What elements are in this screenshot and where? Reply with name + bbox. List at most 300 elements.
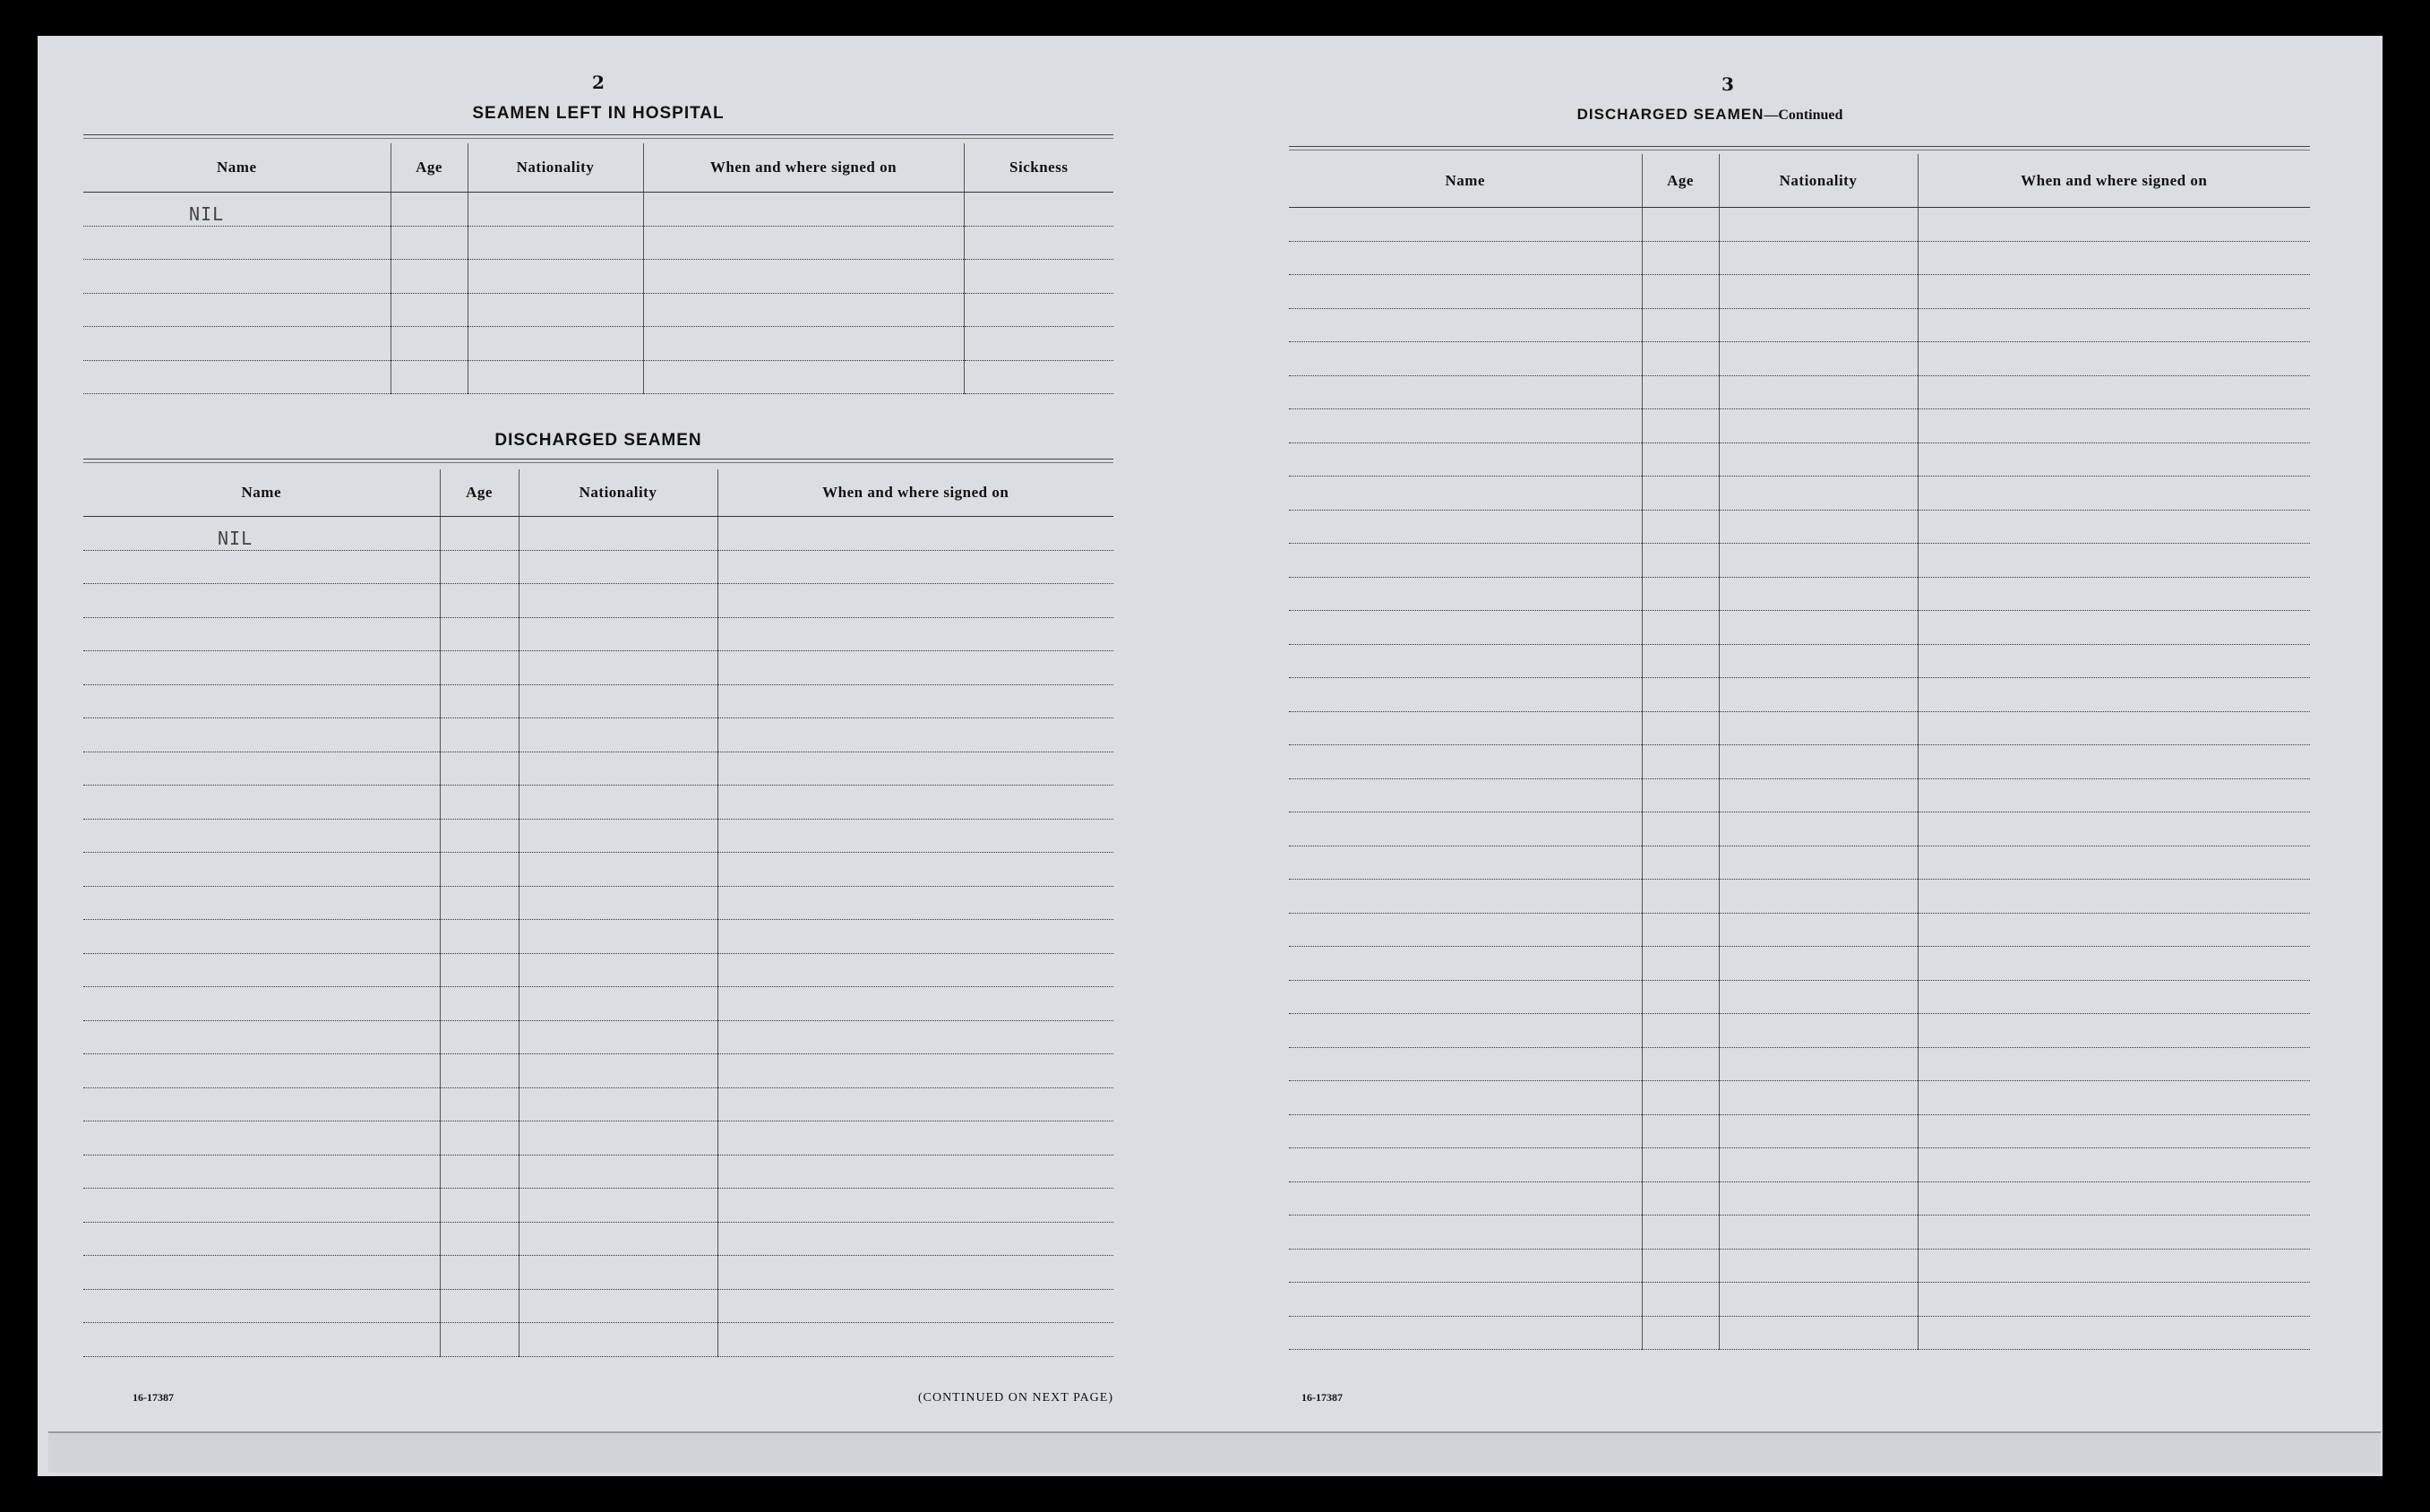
table-cell [1642,1081,1719,1115]
table-row [1289,644,2310,678]
table-cell [717,1289,1113,1323]
table-cell [1719,812,1918,846]
table-cell [717,584,1113,618]
table-cell [1289,1047,1642,1081]
table-row [1289,1316,2310,1350]
table-header-row [83,469,1113,517]
table-cell [1719,1216,1918,1250]
table-cell [83,360,391,394]
table-cell [1918,342,2310,376]
table-cell [468,327,643,361]
table-cell [519,819,717,853]
table-cell [717,1155,1113,1189]
table-cell [1642,745,1719,779]
table-cell [1918,1114,2310,1148]
table-row [83,1222,1113,1256]
table-cell [519,1289,717,1323]
table-row [83,1155,1113,1189]
table-cell [440,752,519,786]
table-cell [1289,1114,1642,1148]
table-cell [1719,947,1918,981]
table-cell [1642,1316,1719,1350]
table-cell [83,684,440,718]
table-cell [83,1020,440,1054]
table-cell [717,953,1113,987]
form-code: 16-17387 [1301,1391,1343,1404]
table-cell [1642,846,1719,880]
table-row [1289,1249,2310,1283]
table-cell [1719,1148,1918,1182]
table-cell [1918,745,2310,779]
table-cell [1719,1014,1918,1048]
continued-note: (CONTINUED ON NEXT PAGE) [917,1391,1113,1405]
table-row [83,684,1113,718]
table-cell [440,953,519,987]
table-cell [1918,913,2310,947]
table-cell [1918,1216,2310,1250]
table-cell [83,293,391,327]
table-cell [519,953,717,987]
table-cell [83,550,440,584]
table-cell [1719,308,1918,342]
table-row [83,953,1113,987]
table-cell [717,819,1113,853]
table-cell [643,226,964,260]
table-cell [964,293,1113,327]
table-cell [1719,1114,1918,1148]
table-row [83,1256,1113,1290]
table-cell [1289,611,1642,645]
table-row [83,360,1113,394]
table-cell [643,260,964,294]
table-cell [519,987,717,1021]
table-cell [717,684,1113,718]
table-cell [1719,477,1918,511]
table-row [1289,241,2310,275]
table-cell [440,819,519,853]
table-cell [717,1222,1113,1256]
table-cell [83,920,440,954]
table-cell [519,920,717,954]
table-cell [1719,275,1918,309]
table-cell [83,651,440,685]
table-cell [440,1087,519,1121]
table-cell [1642,241,1719,275]
table-cell [83,1121,440,1155]
table-cell [1719,1081,1918,1115]
table-cell [1289,510,1642,544]
table-row [83,550,1113,584]
table-cell [717,1189,1113,1223]
table-row [1289,1181,2310,1216]
table-cell [440,786,519,820]
table-cell [1918,644,2310,678]
table-cell [519,517,717,551]
table-cell [519,617,717,651]
table-cell [1719,644,1918,678]
table-cell [1642,477,1719,511]
table-cell [1918,1081,2310,1115]
table-row [1289,275,2310,309]
table-cell [519,1256,717,1290]
hospital-section-title: SEAMEN LEFT IN HOSPITAL [472,104,725,123]
continued-section-title [1181,106,2238,124]
discharged-continued-table [1289,154,2310,1350]
table-row [1289,1216,2310,1250]
table-cell [1719,1181,1918,1216]
table-cell [1719,442,1918,477]
table-cell [1719,913,1918,947]
bottom-strip [48,1431,2381,1473]
table-cell [1642,375,1719,409]
page-number: 3 [1722,73,1734,95]
table-cell [1719,241,1918,275]
column-header-nationality: Nationality [468,143,643,193]
table-cell [643,193,964,227]
table-cell [440,718,519,752]
table-cell [440,1323,519,1357]
table-cell [519,786,717,820]
table-cell [440,651,519,685]
table-cell [391,260,468,294]
table-cell [391,193,468,227]
column-header-sickness: Sickness [964,143,1113,193]
table-cell [1918,678,2310,712]
table-cell [1289,308,1642,342]
table-cell [1719,678,1918,712]
table-cell [1289,678,1642,712]
table-cell [519,718,717,752]
table-row [1289,711,2310,745]
table-cell [1918,947,2310,981]
table-cell [1642,577,1719,611]
table-row [83,752,1113,786]
table-cell [1918,1047,2310,1081]
table-row [83,293,1113,327]
table-cell [1289,442,1642,477]
table-cell [1642,442,1719,477]
table-cell [1289,275,1642,309]
table-cell [83,327,391,361]
table-cell [1918,510,2310,544]
table-header-row [1289,154,2310,208]
page-number: 2 [592,72,605,93]
column-header-age: Age [440,469,519,517]
table-cell [1719,375,1918,409]
table-cell [519,1155,717,1189]
table-row [1289,947,2310,981]
table-cell [83,1323,440,1357]
table-cell [1918,1316,2310,1350]
table-cell [1642,1014,1719,1048]
table-cell [519,1323,717,1357]
table-cell [1642,611,1719,645]
table-cell [1719,1047,1918,1081]
table-cell [643,293,964,327]
table-cell [1918,442,2310,477]
table-cell [440,886,519,920]
table-cell [717,1323,1113,1357]
table-row [83,1289,1113,1323]
table-cell [1642,1249,1719,1283]
table-cell [468,226,643,260]
table-cell [1642,308,1719,342]
table-row [83,1020,1113,1054]
table-cell [1642,778,1719,812]
table-cell [717,1121,1113,1155]
table-cell [519,1222,717,1256]
typed-entry: NIL [189,202,225,225]
table-row [1289,1081,2310,1115]
table-cell [1918,1249,2310,1283]
table-cell [83,953,440,987]
table-row [1289,913,2310,947]
left-page [83,0,1113,1433]
table-cell [964,260,1113,294]
table-cell [1918,375,2310,409]
table-cell [440,517,519,551]
table-row [83,617,1113,651]
table-cell [1289,947,1642,981]
table-row [83,651,1113,685]
table-row [83,226,1113,260]
table-row [1289,375,2310,409]
table-row [1289,846,2310,880]
column-header-signed-on: When and where signed on [1918,154,2310,208]
table-cell [440,1256,519,1290]
table-cell [1642,880,1719,914]
table-cell [519,550,717,584]
table-cell [519,853,717,887]
table-cell [717,1020,1113,1054]
table-row [83,987,1113,1021]
table-cell [1918,409,2310,443]
table-cell [519,651,717,685]
column-header-age: Age [1642,154,1719,208]
table-cell [83,226,391,260]
table-row [1289,442,2310,477]
title-main: DISCHARGED SEAMEN [1576,106,1765,123]
table-row [1289,477,2310,511]
table-cell [440,1155,519,1189]
table-cell [440,1121,519,1155]
table-cell [83,718,440,752]
table-cell [1289,1283,1642,1317]
table-cell [83,752,440,786]
table-cell [440,617,519,651]
table-cell [1918,880,2310,914]
table-cell [717,886,1113,920]
table-row [1289,611,2310,645]
table-cell [1289,1014,1642,1048]
table-cell [83,193,391,227]
table-cell [1289,1316,1642,1350]
table-cell [1719,577,1918,611]
table-cell [1918,980,2310,1014]
table-cell [1289,1148,1642,1182]
table-cell [83,786,440,820]
column-header-nationality: Nationality [519,469,717,517]
table-cell [1289,544,1642,578]
table-cell [1719,711,1918,745]
table-cell [1719,846,1918,880]
table-cell [440,1189,519,1223]
table-cell [1642,409,1719,443]
table-row [83,786,1113,820]
table-row [1289,1114,2310,1148]
column-header-nationality: Nationality [1719,154,1918,208]
table-cell [964,226,1113,260]
table-cell [519,684,717,718]
table-cell [468,360,643,394]
table-cell [1642,342,1719,376]
table-cell [1289,1249,1642,1283]
table-cell [717,718,1113,752]
table-cell [1918,1181,2310,1216]
table-row [83,1054,1113,1088]
right-page [1253,0,2310,1433]
table-cell [1642,1283,1719,1317]
table-cell [1719,611,1918,645]
table-cell [83,617,440,651]
table-cell [1918,778,2310,812]
table-cell [83,987,440,1021]
table-cell [440,584,519,618]
table-cell [1918,1148,2310,1182]
table-cell [519,886,717,920]
table-cell [1918,477,2310,511]
table-cell [1289,980,1642,1014]
table-cell [717,517,1113,551]
title-rule [83,134,1113,139]
table-cell [519,584,717,618]
discharged-table [83,469,1113,1357]
table-cell [964,193,1113,227]
table-cell [519,752,717,786]
table-cell [83,1256,440,1290]
table-cell [83,260,391,294]
table-cell [440,920,519,954]
table-cell [1642,644,1719,678]
table-cell [468,293,643,327]
table-cell [1289,711,1642,745]
table-row [1289,980,2310,1014]
table-cell [1289,1081,1642,1115]
table-cell [440,1020,519,1054]
table-row [1289,678,2310,712]
table-cell [1719,1249,1918,1283]
table-cell [1289,846,1642,880]
table-cell [1289,342,1642,376]
table-row [1289,880,2310,914]
column-header-signed-on: When and where signed on [717,469,1113,517]
table-cell [717,550,1113,584]
table-cell [1289,375,1642,409]
table-row [1289,544,2310,578]
table-cell [1289,880,1642,914]
table-cell [1642,1181,1719,1216]
table-cell [1918,1014,2310,1048]
title-suffix: —Continued [1764,107,1843,123]
table-cell [1642,947,1719,981]
table-cell [1642,913,1719,947]
column-header-name: Name [83,143,391,193]
typed-entry: NIL [218,527,253,549]
table-cell [1719,778,1918,812]
table-cell [1642,980,1719,1014]
table-cell [717,651,1113,685]
table-cell [717,786,1113,820]
table-cell [717,1256,1113,1290]
hospital-table [83,143,1113,394]
table-cell [468,193,643,227]
table-row [83,920,1113,954]
table-cell [1719,544,1918,578]
table-cell [643,360,964,394]
table-cell [83,1087,440,1121]
table-row [83,886,1113,920]
table-cell [1642,275,1719,309]
table-cell [1289,644,1642,678]
table-cell [468,260,643,294]
table-cell [1918,812,2310,846]
table-cell [1719,342,1918,376]
table-cell [440,1222,519,1256]
table-row [1289,308,2310,342]
table-row [83,1121,1113,1155]
table-cell [717,853,1113,887]
table-cell [1289,745,1642,779]
table-row [1289,1047,2310,1081]
table-cell [1289,409,1642,443]
table-cell [519,1020,717,1054]
table-cell [1719,1316,1918,1350]
table-cell [1642,1047,1719,1081]
table-row [1289,1148,2310,1182]
table-cell [519,1087,717,1121]
table-cell [519,1189,717,1223]
column-header-signed-on: When and where signed on [643,143,964,193]
table-cell [83,1054,440,1088]
table-cell [1289,778,1642,812]
table-cell [717,1087,1113,1121]
table-cell [1719,880,1918,914]
table-cell [83,584,440,618]
column-header-age: Age [391,143,468,193]
table-row [1289,812,2310,846]
table-cell [1642,1114,1719,1148]
table-cell [1289,241,1642,275]
table-cell [717,617,1113,651]
table-row [1289,1283,2310,1317]
table-cell [1918,241,2310,275]
form-code: 16-17387 [133,1391,174,1404]
table-cell [1289,1181,1642,1216]
table-cell [1918,711,2310,745]
table-cell [440,853,519,887]
table-cell [83,1189,440,1223]
table-row [1289,745,2310,779]
table-cell [1918,544,2310,578]
table-cell [83,886,440,920]
table-cell [83,1155,440,1189]
table-cell [83,517,440,551]
table-cell [1642,1148,1719,1182]
table-row [83,718,1113,752]
table-row [83,1323,1113,1357]
table-cell [1918,275,2310,309]
table-cell [1289,477,1642,511]
